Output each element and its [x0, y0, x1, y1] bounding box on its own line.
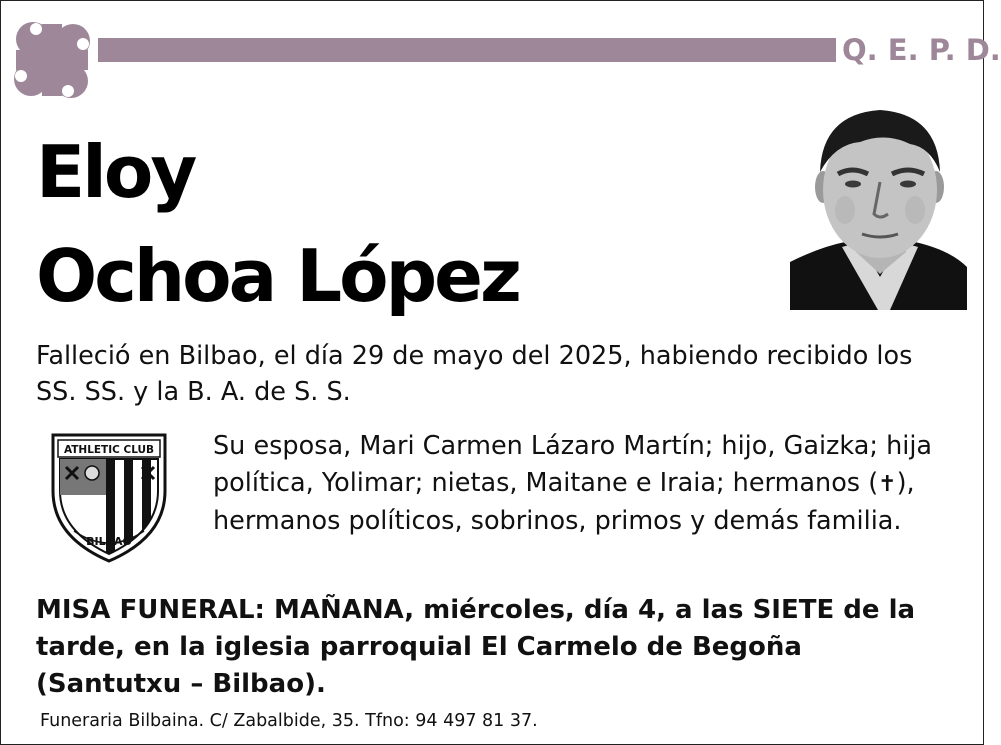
deceased-first-name: Eloy	[36, 130, 195, 214]
funeral-mass-notice: MISA FUNERAL: MAÑANA, miércoles, día 4, a las SIETE de la tarde, en la iglesia parroquial El Carmelo de Begoña (Santutxu – Bilbao).	[36, 595, 916, 699]
family-list	[213, 428, 953, 540]
crest-text-top: ATHLETIC CLUB	[63, 444, 155, 456]
crest-text-bottom: BILBAO	[86, 535, 132, 548]
family-text-after: ), hermanos políticos, sobrinos, primos y demás familia.	[213, 468, 915, 536]
qepd-badge: Q. E. P. D.	[842, 33, 1001, 67]
athletic-club-crest-icon	[50, 433, 168, 563]
portrait-photo	[790, 102, 967, 310]
lauburu-icon	[6, 14, 98, 106]
deceased-cross-icon: ✝	[878, 472, 897, 497]
family-text-before: Su esposa, Mari Carmen Lázaro Martín; hijo, Gaizka; hija política, Yolimar; nietas, Maitane e Iraia; hermanos (	[213, 431, 933, 498]
deceased-surnames: Ochoa López	[36, 234, 519, 318]
death-notice-text: Falleció en Bilbao, el día 29 de mayo del 2025, habiendo recibido los SS. SS. y la B. A. de S. S.	[36, 341, 913, 407]
header-band	[98, 38, 836, 62]
funeral-home-footer: Funeraria Bilbaina. C/ Zabalbide, 35. Tfno: 94 497 81 37.	[40, 711, 538, 731]
